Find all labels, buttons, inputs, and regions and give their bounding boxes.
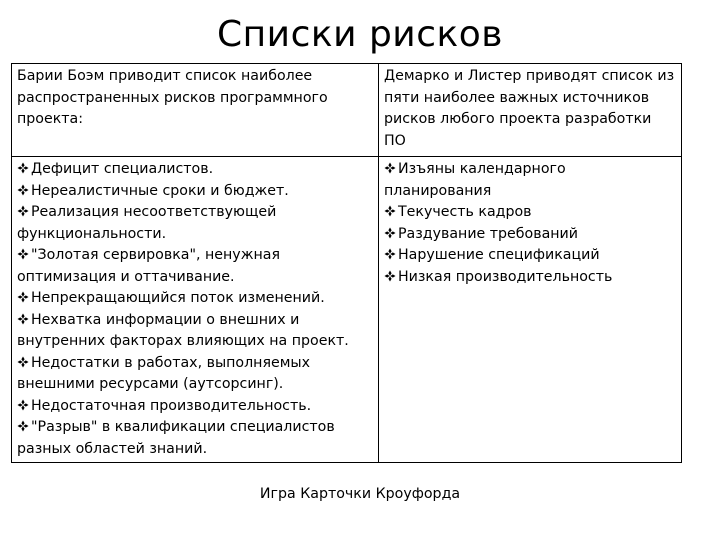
risk-item-text: Раздувание требований <box>398 225 578 242</box>
risk-item-text: "Разрыв" в квалификации специалистов разных областей знаний. <box>17 419 335 457</box>
boehm-risks-cell <box>12 157 379 463</box>
risk-item-text: Непрекращающийся поток изменений. <box>31 290 325 306</box>
risk-list-item <box>17 245 374 288</box>
risk-list-item <box>17 288 374 310</box>
demarco-lister-risks-list <box>384 159 677 288</box>
diamond-bullet-icon <box>17 313 29 325</box>
diamond-bullet-icon <box>384 205 396 217</box>
risk-list-item <box>17 181 374 203</box>
diamond-bullet-icon <box>17 420 29 432</box>
risk-list-item <box>17 353 374 396</box>
risk-list-item <box>17 310 374 353</box>
risk-item-text: "Золотая сервировка", ненужная оптимизация и оттачивание. <box>17 247 280 285</box>
risk-list-item <box>384 159 677 202</box>
diamond-bullet-icon <box>17 248 29 260</box>
risk-item-text: Текучесть кадров <box>398 204 532 220</box>
footer-caption: Игра Карточки Кроуфорда <box>259 486 461 502</box>
diamond-bullet-icon <box>17 162 29 174</box>
risk-item-text: Нарушение спецификаций <box>398 247 600 263</box>
demarco-lister-header-cell: Демарко и Листер приводят список из пяти наиболее важных источников рисков любого проекта разработки ПО <box>379 64 682 157</box>
risk-list-item <box>384 267 677 289</box>
risk-list-item <box>17 159 374 181</box>
diamond-bullet-icon <box>384 270 396 282</box>
table-body-row <box>12 157 682 463</box>
risk-list-item <box>17 202 374 245</box>
risk-item-text: Нехватка информации о внешних и внутренних факторах влияющих на проект. <box>17 311 349 349</box>
diamond-bullet-icon <box>384 248 396 260</box>
risk-item-text: Низкая производительность <box>398 268 613 285</box>
diamond-bullet-icon <box>17 291 29 303</box>
risk-list-item <box>384 224 677 246</box>
risk-item-text: Реализация несоответствующей функциональности. <box>17 204 277 242</box>
risk-item-text: Изъяны календарного планирования <box>384 161 566 199</box>
risk-item-text: Нереалистичные сроки и бюджет. <box>31 182 289 199</box>
table-header-row <box>12 64 682 157</box>
diamond-bullet-icon <box>384 227 396 239</box>
risk-item-text: Недостаточная производительность. <box>31 397 312 414</box>
slide-title: Списки рисков <box>217 14 503 55</box>
diamond-bullet-icon <box>17 356 29 368</box>
risk-list-item <box>384 245 677 267</box>
boehm-risks-list <box>17 159 374 460</box>
risk-list-item <box>17 417 374 460</box>
boehm-header-cell: Барии Боэм приводит список наиболее распространенных рисков программного проекта: <box>12 64 379 157</box>
risk-list-item <box>17 396 374 418</box>
diamond-bullet-icon <box>384 162 396 174</box>
risk-item-text: Дефицит специалистов. <box>31 161 214 177</box>
risk-list-item <box>384 202 677 224</box>
diamond-bullet-icon <box>17 399 29 411</box>
diamond-bullet-icon <box>17 184 29 196</box>
risk-item-text: Недостатки в работах, выполняемых внешними ресурсами (аутсорсинг). <box>17 354 311 392</box>
diamond-bullet-icon <box>17 205 29 217</box>
risk-lists-table <box>11 63 682 463</box>
demarco-lister-risks-cell <box>379 157 682 463</box>
